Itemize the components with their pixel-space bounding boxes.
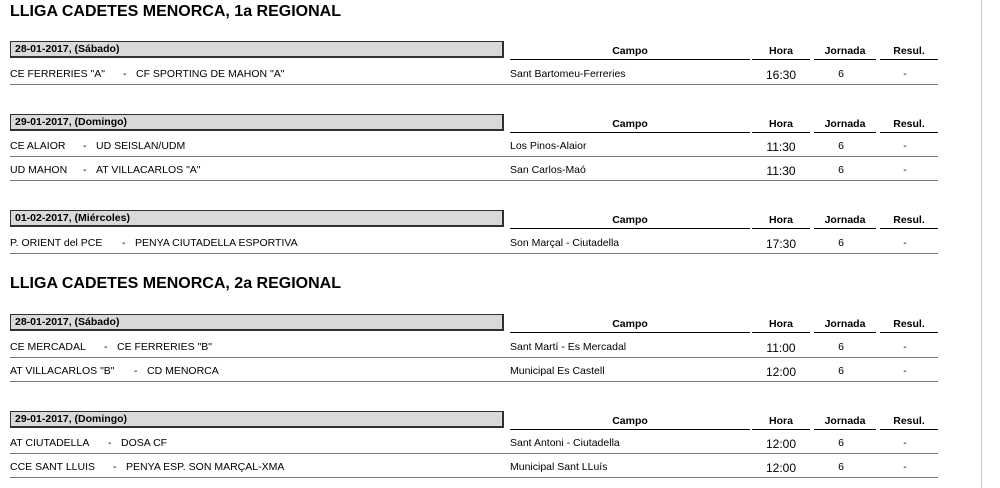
header-campo: Campo xyxy=(612,415,648,427)
match-hora: 11:00 xyxy=(766,341,796,355)
header-underline xyxy=(752,429,810,430)
header-underline xyxy=(814,132,876,133)
match-hora: 12:00 xyxy=(765,365,797,379)
row-divider xyxy=(10,253,938,254)
match-resul: - xyxy=(903,365,907,377)
header-resul: Resul. xyxy=(893,318,925,330)
header-underline xyxy=(752,332,810,333)
match-jornada: 6 xyxy=(838,341,844,353)
section-title-2a-regional: LLIGA CADETES MENORCA, 2a REGIONAL xyxy=(10,275,341,292)
header-underline xyxy=(752,228,810,229)
row-divider xyxy=(10,381,938,382)
match-hora: 11:30 xyxy=(766,164,796,178)
header-underline xyxy=(814,228,876,229)
row-divider xyxy=(10,156,938,157)
local-team: AT VILLACARLOS "B" xyxy=(10,365,115,377)
header-campo: Campo xyxy=(612,118,648,130)
match-campo: Municipal Es Castell xyxy=(510,365,605,377)
vs-separator: - xyxy=(108,437,112,449)
date-header: 01-02-2017, (Miércoles) xyxy=(10,210,504,227)
match-jornada: 6 xyxy=(838,237,844,249)
header-underline xyxy=(880,332,938,333)
match-resul: - xyxy=(903,237,907,249)
visitor-team: PENYA ESP. SON MARÇAL-XMA xyxy=(126,461,285,473)
vs-separator: - xyxy=(104,341,108,353)
header-underline xyxy=(880,132,938,133)
row-divider xyxy=(10,477,938,478)
header-hora: Hora xyxy=(769,415,793,427)
header-underline xyxy=(814,59,876,60)
local-team: CCE SANT LLUIS xyxy=(10,461,95,473)
header-underline xyxy=(510,332,750,333)
header-resul: Resul. xyxy=(893,45,925,57)
match-hora: 11:30 xyxy=(766,140,796,154)
match-jornada: 6 xyxy=(838,437,844,449)
match-resul: - xyxy=(903,461,907,473)
header-underline xyxy=(510,429,750,430)
header-campo: Campo xyxy=(612,214,648,226)
header-jornada: Jornada xyxy=(824,318,866,330)
match-campo: San Carlos-Maó xyxy=(510,164,586,176)
header-resul: Resul. xyxy=(893,118,925,130)
match-campo: Sant Bartomeu-Ferreries xyxy=(510,68,626,80)
header-resul: Resul. xyxy=(893,214,925,226)
match-resul: - xyxy=(903,140,907,152)
visitor-team: CF SPORTING DE MAHON "A" xyxy=(136,68,285,80)
local-team: CE MERCADAL xyxy=(10,341,86,353)
header-underline xyxy=(880,59,938,60)
row-divider xyxy=(10,453,938,454)
match-hora: 16:30 xyxy=(765,68,797,82)
page-right-border xyxy=(981,0,982,488)
match-campo: Municipal Sant LLuís xyxy=(510,461,608,473)
header-hora: Hora xyxy=(769,318,793,330)
match-campo: Los Pinos-Alaior xyxy=(510,140,587,152)
header-underline xyxy=(752,59,810,60)
visitor-team: DOSA CF xyxy=(121,437,168,449)
match-campo: Sant Antoni - Ciutadella xyxy=(510,437,620,449)
local-team: UD MAHON xyxy=(10,164,68,176)
header-jornada: Jornada xyxy=(824,45,866,57)
row-divider xyxy=(10,180,938,181)
header-underline xyxy=(510,228,750,229)
visitor-team: UD SEISLAN/UDM xyxy=(96,140,186,152)
match-campo: Sant Martí - Es Mercadal xyxy=(510,341,627,353)
header-resul: Resul. xyxy=(893,415,925,427)
visitor-team: AT VILLACARLOS "A" xyxy=(96,164,201,176)
header-jornada: Jornada xyxy=(824,118,866,130)
header-underline xyxy=(814,332,876,333)
visitor-team: PENYA CIUTADELLA ESPORTIVA xyxy=(135,237,298,249)
match-hora: 17:30 xyxy=(765,237,797,251)
visitor-team: CD MENORCA xyxy=(147,365,219,377)
header-underline xyxy=(880,429,938,430)
local-team: CE ALAIOR xyxy=(10,140,66,152)
vs-separator: - xyxy=(123,68,127,80)
local-team: CE FERRERIES "A" xyxy=(10,68,105,80)
local-team: P. ORIENT del PCE xyxy=(10,237,103,249)
match-resul: - xyxy=(903,341,907,353)
match-campo: Son Marçal - Ciutadella xyxy=(510,237,620,249)
match-hora: 12:00 xyxy=(765,437,797,451)
header-hora: Hora xyxy=(769,45,793,57)
header-campo: Campo xyxy=(612,318,648,330)
header-hora: Hora xyxy=(769,118,793,130)
vs-separator: - xyxy=(113,461,117,473)
match-hora: 12:00 xyxy=(765,461,797,475)
date-header: 29-01-2017, (Domingo) xyxy=(10,411,504,428)
match-resul: - xyxy=(903,437,907,449)
row-divider xyxy=(10,357,938,358)
header-underline xyxy=(814,429,876,430)
header-underline xyxy=(880,228,938,229)
date-header: 28-01-2017, (Sábado) xyxy=(10,314,504,331)
match-jornada: 6 xyxy=(838,68,844,80)
header-campo: Campo xyxy=(612,45,648,57)
vs-separator: - xyxy=(134,365,138,377)
header-underline xyxy=(510,132,750,133)
header-hora: Hora xyxy=(769,214,793,226)
date-header: 28-01-2017, (Sábado) xyxy=(10,41,504,58)
match-jornada: 6 xyxy=(838,461,844,473)
match-jornada: 6 xyxy=(838,164,844,176)
header-underline xyxy=(510,59,750,60)
header-jornada: Jornada xyxy=(824,214,866,226)
match-jornada: 6 xyxy=(838,365,844,377)
vs-separator: - xyxy=(83,140,87,152)
match-jornada: 6 xyxy=(838,140,844,152)
match-resul: - xyxy=(903,68,907,80)
section-title-1a-regional: LLIGA CADETES MENORCA, 1a REGIONAL xyxy=(10,3,341,20)
row-divider xyxy=(10,84,938,85)
vs-separator: - xyxy=(122,237,126,249)
visitor-team: CE FERRERIES "B" xyxy=(117,341,212,353)
header-underline xyxy=(752,132,810,133)
vs-separator: - xyxy=(83,164,87,176)
date-header: 29-01-2017, (Domingo) xyxy=(10,114,504,131)
header-jornada: Jornada xyxy=(824,415,866,427)
local-team: AT CIUTADELLA xyxy=(10,437,90,449)
match-resul: - xyxy=(903,164,907,176)
